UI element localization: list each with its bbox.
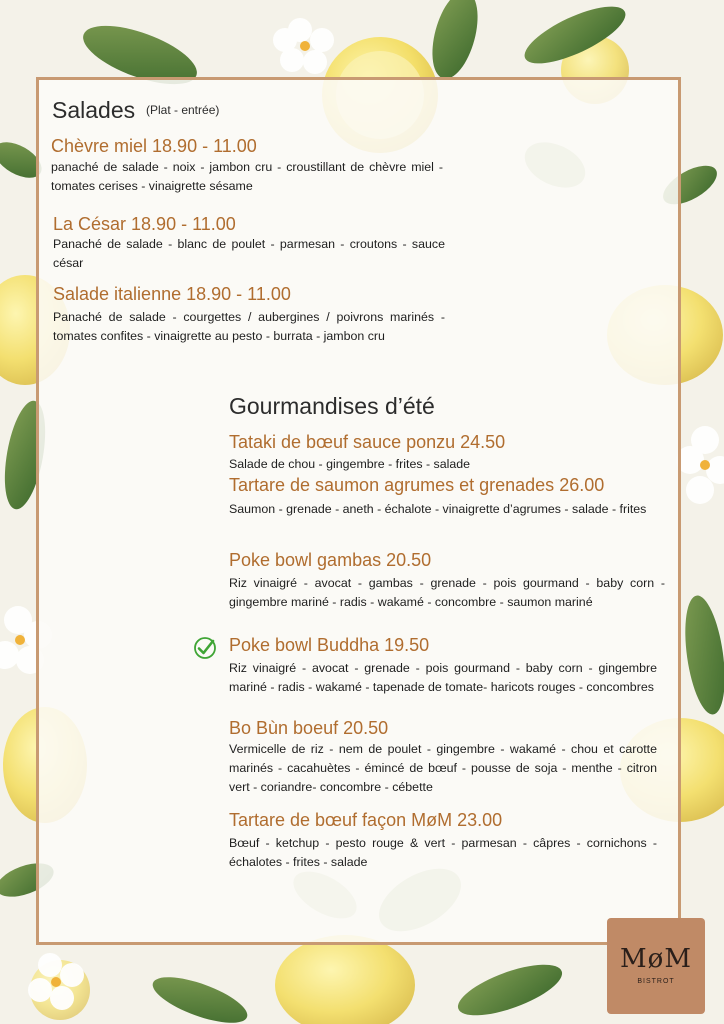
dish-title: La César 18.90 - 11.00 [53, 214, 236, 234]
dish-title: Tartare de bœuf façon MøM 23.00 [229, 810, 503, 830]
dish-title: Bo Bùn boeuf 20.50 [229, 718, 389, 738]
dish-description: Riz vinaigré - avocat - grenade - pois gourmand - baby corn - gingembre mariné - radis - wakamé - tapenade de tomate- haricots rouges - concombres [229, 661, 657, 694]
salades-subtitle: (Plat - entrée) [146, 103, 220, 117]
dish-title: Chèvre miel 18.90 - 11.00 [51, 136, 257, 156]
dish-description: Riz vinaigré - avocat - gambas - grenade - pois gourmand - baby corn - gingembre mariné - radis - wakamé - concombre - saumon mariné [229, 576, 665, 609]
dish-description: Panaché de salade - courgettes / aubergines / poivrons marinés - tomates confites - vinaigrette au pesto - burrata - jambon cru [53, 310, 445, 343]
dish-title: Tartare de saumon agrumes et grenades 26.00 [229, 475, 605, 495]
dish-description: Saumon - grenade - aneth - échalote - vinaigrette d’agrumes - salade - frites [229, 502, 647, 516]
salades-title: Salades [52, 97, 136, 123]
mom-bistrot-logo [607, 918, 705, 1014]
check-circle-icon [193, 636, 217, 660]
logo-subtitle: BISTROT [637, 978, 675, 985]
dish-description: Salade de chou - gingembre - frites - salade [229, 457, 471, 471]
dish-title: Salade italienne 18.90 - 11.00 [53, 284, 291, 304]
dish-description: Bœuf - ketchup - pesto rouge & vert - parmesan - câpres - cornichons - échalotes - frites - salade [229, 836, 657, 869]
dish-title: Poke bowl gambas 20.50 [229, 550, 432, 570]
dish-description: Panaché de salade - blanc de poulet - parmesan - croutons - sauce césar [53, 237, 445, 270]
dish-title: Tataki de bœuf sauce ponzu 24.50 [229, 432, 506, 452]
logo-mark: MøM [620, 944, 692, 974]
dish-description: Vermicelle de riz - nem de poulet - gingembre - wakamé - chou et carotte marinés - cacahuètes - émincé de bœuf - pousse de soja - menthe - citron vert - coriandre- concombre - cébette [229, 742, 657, 794]
gourmandises-title: Gourmandises d’été [229, 393, 435, 419]
dish-description: panaché de salade - noix - jambon cru - croustillant de chèvre miel - tomates cerises - vinaigrette sésame [51, 160, 443, 193]
dish-title: Poke bowl Buddha 19.50 [229, 635, 430, 655]
